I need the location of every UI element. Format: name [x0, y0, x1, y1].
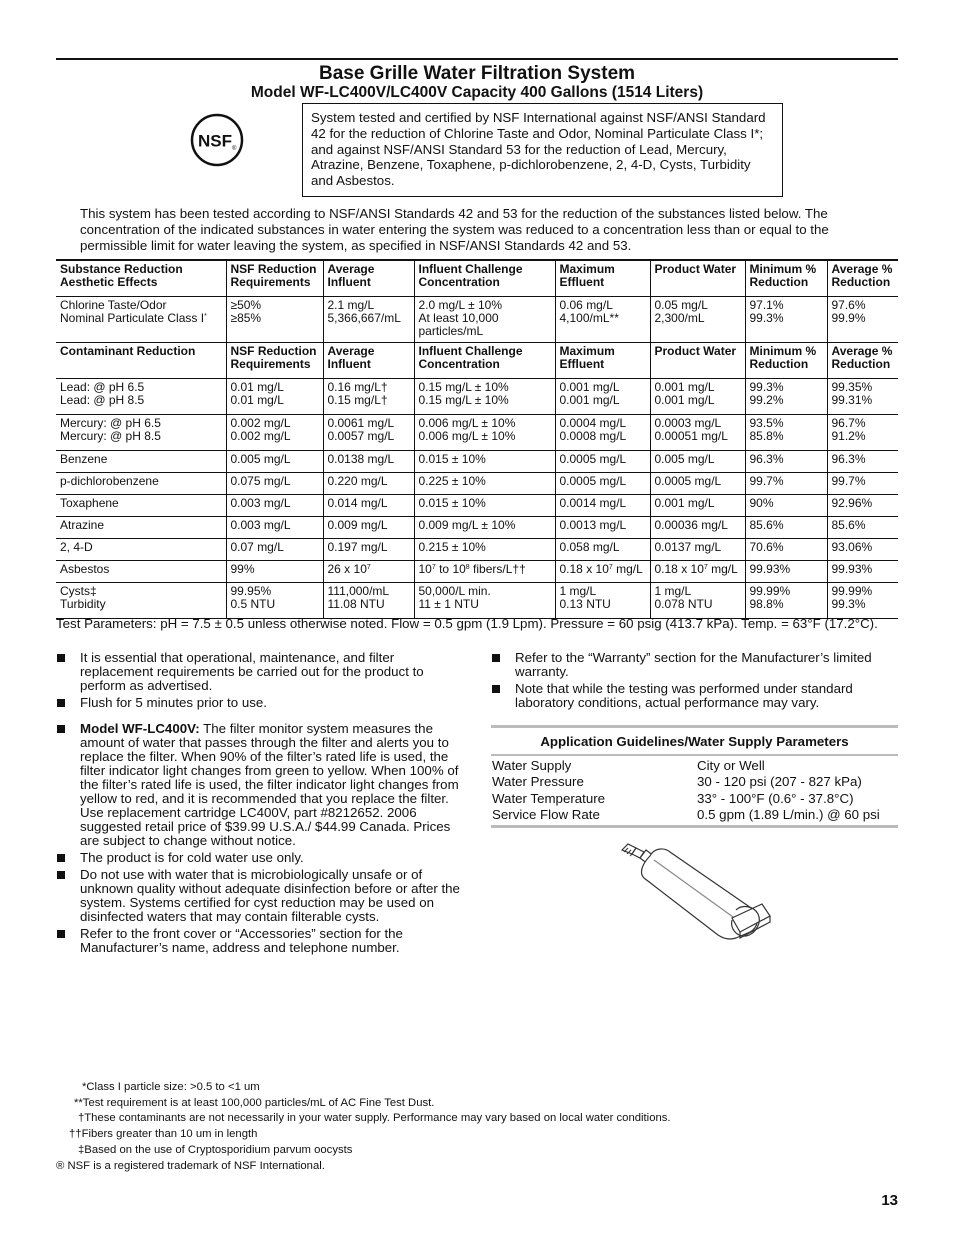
list-item: Note that while the testing was performed under standard laboratory conditions, actual performance may vary.: [491, 682, 891, 710]
table-cell: 93.06%: [827, 539, 898, 561]
table-cell: 0.002 mg/L 0.002 mg/L: [226, 415, 323, 451]
header-cell: Product Water: [650, 260, 745, 297]
app-param-label: Service Flow Rate: [492, 807, 600, 823]
table-cell: 0.015 ± 10%: [414, 451, 555, 473]
list-item: Refer to the front cover or “Accessories” section for the Manufacturer’s name, address and telephone number.: [56, 927, 466, 955]
reduction-table: [56, 259, 898, 619]
aesthetic-header-row: [56, 260, 898, 297]
table-cell: p-dichlorobenzene: [60, 474, 159, 488]
table-cell: 0.15 mg/L ± 10% 0.15 mg/L ± 10%: [414, 379, 555, 415]
table-cell: 0.16 mg/L† 0.15 mg/L†: [323, 379, 414, 415]
table-cell: Atrazine: [60, 518, 105, 532]
table-cell: 0.06 mg/L 4,100/mL**: [555, 297, 650, 343]
table-row: [56, 539, 898, 561]
table-cell: 2.0 mg/L ± 10% At least 10,000 particles/mL: [414, 297, 555, 343]
table-cell: 0.07 mg/L: [226, 539, 323, 561]
table-cell: 111,000/mL 11.08 NTU: [323, 583, 414, 619]
header-cell: Maximum Effluent: [555, 343, 650, 379]
footnote: †These contaminants are not necessarily in your water supply. Performance may vary based on local water conditions.: [78, 1112, 671, 1125]
table-cell: 0.18 x $10^7$ mg/L: [650, 561, 745, 583]
table-cell: 70.6%: [745, 539, 827, 561]
filter-cartridge-illustration: [614, 838, 776, 946]
table-cell: 0.075 mg/L: [226, 473, 323, 495]
table-cell: 0.0004 mg/L 0.0008 mg/L: [555, 415, 650, 451]
table-cell: 85.6%: [827, 517, 898, 539]
table-cell: 93.5% 85.8%: [745, 415, 827, 451]
list-item: Do not use with water that is microbiologically unsafe or of unknown quality without adequate disinfection before or after the system. Systems certified for cyst reduction may be used on disinfected waters that may contain filterable cysts.: [56, 868, 466, 924]
table-cell: 99.95% 0.5 NTU: [226, 583, 323, 619]
table-cell: 0.0005 mg/L: [650, 473, 745, 495]
table-cell: Chlorine Taste/Odor Nominal Particulate Class I*: [60, 298, 207, 325]
certification-box: System tested and certified by NSF International against NSF/ANSI Standard 42 for the reduction of Chlorine Taste and Odor, Nominal Particulate Class I*; and against NSF/ANSI Standard 53 for the reduction of Lead, Mercury, Atrazine, Benzene, Toxaphene, p-dichlorobenzene, 2, 4-D, Cysts, Turbidity and Asbestos.: [302, 103, 783, 197]
table-cell: 0.01 mg/L 0.01 mg/L: [226, 379, 323, 415]
table-cell: 1 mg/L 0.078 NTU: [650, 583, 745, 619]
app-param-value: 0.5 gpm (1.89 L/min.) @ 60 psi: [697, 807, 880, 823]
footnotes: [56, 1080, 898, 1174]
table-cell: 0.003 mg/L: [226, 517, 323, 539]
header-cell: Minimum % Reduction: [745, 260, 827, 297]
footnote: *Class I particle size: >0.5 to <1 um: [82, 1081, 260, 1093]
table-cell: ≥50% ≥85%: [226, 297, 323, 343]
table-cell: 0.006 mg/L ± 10% 0.006 mg/L ± 10%: [414, 415, 555, 451]
table-row-asbestos: [56, 561, 898, 583]
table-cell: 90%: [745, 495, 827, 517]
bullet-square-icon: [57, 725, 65, 733]
app-param-row: [491, 758, 898, 774]
table-cell: 99.99% 98.8%: [745, 583, 827, 619]
list-item: The product is for cold water use only.: [56, 851, 466, 865]
list-item: Flush for 5 minutes prior to use.: [56, 696, 466, 710]
header-cell: Influent Challenge Concentration: [414, 260, 555, 297]
table-cell: 0.001 mg/L 0.001 mg/L: [555, 379, 650, 415]
header-cell: Average % Reduction: [827, 343, 898, 379]
table-cell: 0.0014 mg/L: [555, 495, 650, 517]
application-guidelines-title: Application Guidelines/Water Supply Parameters: [540, 734, 849, 749]
nsf-logo: [190, 113, 244, 167]
table-cell: 0.0003 mg/L 0.00051 mg/L: [650, 415, 745, 451]
bullet-list-right: [491, 651, 891, 713]
table-cell: 0.05 mg/L 2,300/mL: [650, 297, 745, 343]
header-cell: Maximum Effluent: [555, 260, 650, 297]
list-item: It is essential that operational, maintenance, and filter replacement requirements be carried out for the product to perform as advertised.: [56, 651, 466, 693]
table-row: [56, 379, 898, 415]
table-cell: 0.014 mg/L: [323, 495, 414, 517]
table-cell: 0.220 mg/L: [323, 473, 414, 495]
table-cell: 0.0005 mg/L: [555, 473, 650, 495]
table-row: [56, 495, 898, 517]
app-param-label: Water Temperature: [492, 790, 606, 806]
bullet-list-left: [56, 651, 466, 958]
table-row: [56, 415, 898, 451]
table-cell: 0.015 ± 10%: [414, 495, 555, 517]
nsf-logo-text: NSF: [198, 131, 232, 151]
bullet-square-icon: [57, 854, 65, 862]
table-cell: 26 x $10^7$: [323, 561, 414, 583]
table-cell: 0.005 mg/L: [226, 451, 323, 473]
app-param-value: 33° - 100°F (0.6° - 37.8°C): [697, 790, 854, 806]
table-cell: 97.6% 99.9%: [827, 297, 898, 343]
table-cell: 0.0138 mg/L: [323, 451, 414, 473]
header-cell: Average Influent: [323, 343, 414, 379]
table-cell: 96.3%: [745, 451, 827, 473]
app-param-label: Water Pressure: [492, 774, 584, 790]
header-cell: NSF Reduction Requirements: [226, 343, 323, 379]
table-cell: 99.99% 99.3%: [827, 583, 898, 619]
table-cell: 0.001 mg/L 0.001 mg/L: [650, 379, 745, 415]
table-cell: 0.058 mg/L: [555, 539, 650, 561]
table-cell: 0.225 ± 10%: [414, 473, 555, 495]
footnote: ® NSF is a registered trademark of NSF International.: [56, 1159, 325, 1172]
header-cell: Contaminant Reduction: [60, 344, 196, 358]
table-cell: 0.18 x $10^7$ mg/L: [555, 561, 650, 583]
table-cell: 2, 4-D: [60, 540, 93, 554]
app-param-value: City or Well: [697, 758, 765, 773]
table-row: [56, 297, 898, 343]
table-row: [56, 473, 898, 495]
bullet-square-icon: [57, 930, 65, 938]
table-cell: 0.0005 mg/L: [555, 451, 650, 473]
table-cell: 0.215 ± 10%: [414, 539, 555, 561]
table-cell: 0.0013 mg/L: [555, 517, 650, 539]
bullet-square-icon: [57, 654, 65, 662]
bullet-square-icon: [492, 685, 500, 693]
list-item: Model WF-LC400V: The filter monitor system measures the amount of water that passes through the filter and alerts you to replace the filter. When 90% of the filter’s rated life is used, the filter indicator light changes from green to yellow. When 100% of the filter’s rated life is used, the filter indicator light changes from yellow to red, and it is recommended that you replace the filter. Use replacement cartridge LC400V, part #8212652. 2006 suggested retail price of $39.99 U.S.A./ $44.99 Canada. Prices are subject to change without notice.: [56, 722, 466, 848]
table-cell: 0.0061 mg/L 0.0057 mg/L: [323, 415, 414, 451]
app-param-label: Water Supply: [492, 758, 572, 773]
table-cell: Asbestos: [60, 562, 110, 576]
application-guidelines: [491, 725, 898, 828]
table-cell: 0.197 mg/L: [323, 539, 414, 561]
table-row: [56, 451, 898, 473]
table-cell: 99.7%: [745, 473, 827, 495]
table-cell: $10^7$ to $10^8$ fibers/L††: [414, 561, 555, 583]
header-cell: Average % Reduction: [827, 260, 898, 297]
app-param-row: [491, 807, 898, 823]
table-cell: 99.93%: [745, 561, 827, 583]
table-cell: 50,000/L min. 11 ± 1 NTU: [414, 583, 555, 619]
page-number: 13: [881, 1192, 898, 1209]
app-param-row: [491, 791, 898, 807]
table-cell: 97.1% 99.3%: [745, 297, 827, 343]
test-parameters: Test Parameters: pH = 7.5 ± 0.5 unless otherwise noted. Flow = 0.5 gpm (1.9 Lpm). Pressure = 60 psig (413.7 kPa). Temp. = 63°F (17.2°C).: [56, 616, 878, 631]
header-cell: Average Influent: [323, 260, 414, 297]
app-param-value: 30 - 120 psi (207 - 827 kPa): [697, 774, 862, 790]
table-cell: 99.7%: [827, 473, 898, 495]
contaminant-header-row: [56, 343, 898, 379]
bullet-square-icon: [57, 699, 65, 707]
table-cell: 96.7% 91.2%: [827, 415, 898, 451]
header-cell: Minimum % Reduction: [745, 343, 827, 379]
top-rule: [56, 58, 898, 60]
table-cell: 0.00036 mg/L: [650, 517, 745, 539]
table-cell: 1 mg/L 0.13 NTU: [555, 583, 650, 619]
header-cell: Product Water: [650, 343, 745, 379]
intro-paragraph: This system has been tested according to NSF/ANSI Standards 42 and 53 for the reduction of the substances listed below. The concentration of the indicated substances in water entering the system was reduced to a concentration less than or equal to the permissible limit for water leaving the system, as specified in NSF/ANSI Standards 42 and 53.: [80, 206, 829, 253]
table-cell: 85.6%: [745, 517, 827, 539]
list-item: Refer to the “Warranty” section for the Manufacturer’s limited warranty.: [491, 651, 891, 679]
table-cell: Mercury: @ pH 6.5 Mercury: @ pH 8.5: [60, 416, 161, 443]
table-cell: 99.3% 99.2%: [745, 379, 827, 415]
table-cell: Cysts‡ Turbidity: [60, 584, 106, 611]
table-cell: 92.96%: [827, 495, 898, 517]
bullet-square-icon: [492, 654, 500, 662]
page-subtitle: Model WF-LC400V/LC400V Capacity 400 Gallons (1514 Liters): [250, 84, 704, 101]
table-cell: 99.35% 99.31%: [827, 379, 898, 415]
table-cell: 0.005 mg/L: [650, 451, 745, 473]
header-cell: Substance Reduction Aesthetic Effects: [60, 262, 183, 289]
table-cell: Benzene: [60, 452, 108, 466]
bullet-square-icon: [57, 871, 65, 879]
table-cell: 0.003 mg/L: [226, 495, 323, 517]
table-cell: 0.0137 mg/L: [650, 539, 745, 561]
table-row-cysts: [56, 583, 898, 619]
table-cell: 99%: [226, 561, 323, 583]
table-cell: 96.3%: [827, 451, 898, 473]
footnote: **Test requirement is at least 100,000 particles/mL of AC Fine Test Dust.: [74, 1096, 435, 1109]
table-cell: Toxaphene: [60, 496, 119, 510]
table-cell: 0.001 mg/L: [650, 495, 745, 517]
table-cell: 99.93%: [827, 561, 898, 583]
footnote: ††Fibers greater than 10 um in length: [69, 1128, 258, 1141]
svg-text:®: ®: [232, 146, 237, 152]
table-cell: Lead: @ pH 6.5 Lead: @ pH 8.5: [60, 380, 145, 407]
header-cell: Influent Challenge Concentration: [414, 343, 555, 379]
footnote: ‡Based on the use of Cryptosporidium parvum oocysts: [78, 1143, 353, 1156]
table-row: [56, 517, 898, 539]
table-cell: 2.1 mg/L 5,366,667/mL: [323, 297, 414, 343]
header-cell: NSF Reduction Requirements: [226, 260, 323, 297]
table-cell: 0.009 mg/L ± 10%: [414, 517, 555, 539]
app-param-row: [491, 774, 898, 790]
table-cell: 0.009 mg/L: [323, 517, 414, 539]
page-title: Base Grille Water Filtration System: [318, 63, 636, 84]
